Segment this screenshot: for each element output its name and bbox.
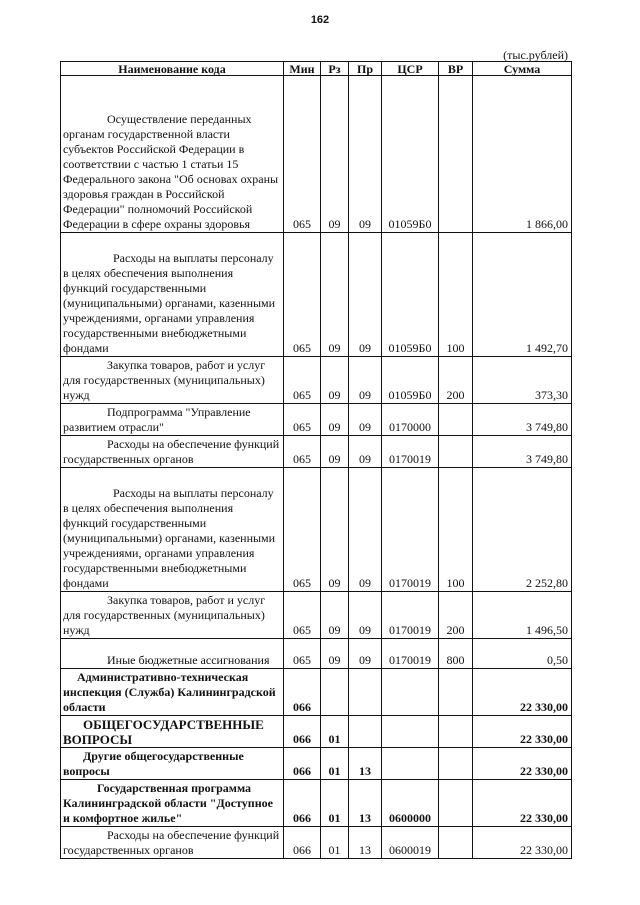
row-rz: 01 bbox=[321, 827, 349, 859]
table-header-row bbox=[61, 62, 572, 76]
row-rz: 09 bbox=[321, 592, 349, 639]
row-pr: 09 bbox=[349, 404, 382, 436]
row-csr: 0600019 bbox=[382, 827, 439, 859]
row-rz: 09 bbox=[321, 357, 349, 404]
table-row bbox=[61, 76, 572, 233]
header-name: Наименование кода bbox=[61, 62, 284, 76]
row-sum: 1 496,50 bbox=[473, 592, 572, 639]
row-pr: 09 bbox=[349, 468, 382, 592]
row-sum: 3 749,80 bbox=[473, 436, 572, 468]
row-pr: 13 bbox=[349, 748, 382, 780]
row-pr: 09 bbox=[349, 357, 382, 404]
row-vr bbox=[439, 436, 473, 468]
table-row bbox=[61, 639, 572, 669]
row-min: 065 bbox=[284, 436, 321, 468]
row-sum: 22 330,00 bbox=[473, 669, 572, 716]
row-name: Иные бюджетные ассигнования bbox=[61, 639, 284, 669]
table-row bbox=[61, 592, 572, 639]
row-pr: 13 bbox=[349, 827, 382, 859]
row-csr: 0170019 bbox=[382, 468, 439, 592]
row-pr: 13 bbox=[349, 780, 382, 827]
row-csr: 0170000 bbox=[382, 404, 439, 436]
row-pr: 09 bbox=[349, 76, 382, 233]
row-rz: 01 bbox=[321, 716, 349, 748]
row-name: Другие общегосударственные вопросы bbox=[61, 748, 284, 780]
row-pr bbox=[349, 669, 382, 716]
budget-table bbox=[60, 61, 572, 859]
row-rz: 09 bbox=[321, 436, 349, 468]
row-vr bbox=[439, 669, 473, 716]
row-vr: 100 bbox=[439, 233, 473, 357]
row-csr bbox=[382, 669, 439, 716]
row-min: 065 bbox=[284, 404, 321, 436]
row-sum: 0,50 bbox=[473, 639, 572, 669]
row-name: Осуществление переданных органам государственной власти субъектов Российской Федерации в соответствии с частью 1 статьи 15 Федерального закона "Об основах охраны здоровья граждан в Российской Федерации" полномочий Российской Федерации в сфере охраны здоровья bbox=[61, 76, 284, 233]
row-min: 066 bbox=[284, 780, 321, 827]
row-sum: 22 330,00 bbox=[473, 716, 572, 748]
row-csr: 0600000 bbox=[382, 780, 439, 827]
row-rz: 09 bbox=[321, 233, 349, 357]
row-vr bbox=[439, 780, 473, 827]
table-row bbox=[61, 404, 572, 436]
page-number: 162 bbox=[310, 14, 330, 26]
row-name: Расходы на обеспечение функций государственных органов bbox=[61, 436, 284, 468]
table-row bbox=[61, 357, 572, 404]
row-sum: 22 330,00 bbox=[473, 827, 572, 859]
row-name: Расходы на обеспечение функций государственных органов bbox=[61, 827, 284, 859]
row-min: 066 bbox=[284, 716, 321, 748]
row-sum: 373,30 bbox=[473, 357, 572, 404]
row-pr: 09 bbox=[349, 592, 382, 639]
row-rz: 01 bbox=[321, 780, 349, 827]
header-pr: Пр bbox=[349, 62, 382, 76]
row-vr: 800 bbox=[439, 639, 473, 669]
row-vr: 100 bbox=[439, 468, 473, 592]
row-csr: 0170019 bbox=[382, 436, 439, 468]
row-csr bbox=[382, 716, 439, 748]
row-sum: 1 492,70 bbox=[473, 233, 572, 357]
row-name: Закупка товаров, работ и услуг для государственных (муниципальных) нужд bbox=[61, 357, 284, 404]
row-name: Закупка товаров, работ и услуг для государственных (муниципальных) нужд bbox=[61, 592, 284, 639]
table-row bbox=[61, 716, 572, 748]
row-min: 065 bbox=[284, 592, 321, 639]
table-row bbox=[61, 468, 572, 592]
header-csr: ЦСР bbox=[382, 62, 439, 76]
row-csr: 01059Б0 bbox=[382, 233, 439, 357]
row-rz: 01 bbox=[321, 748, 349, 780]
table-row bbox=[61, 748, 572, 780]
row-name: Расходы на выплаты персоналу в целях обеспечения выполнения функций государственными (муниципальными) органами, казенными учреждениями, органами управления государственными внебюджетными фондами bbox=[61, 233, 284, 357]
row-min: 065 bbox=[284, 233, 321, 357]
row-vr bbox=[439, 76, 473, 233]
row-min: 065 bbox=[284, 468, 321, 592]
row-name: ОБЩЕГОСУДАРСТВЕННЫЕ ВОПРОСЫ bbox=[61, 716, 284, 748]
row-name: Расходы на выплаты персоналу в целях обеспечения выполнения функций государственными (муниципальными) органами, казенными учреждениями, органами управления государственными внебюджетными фондами bbox=[61, 468, 284, 592]
row-csr: 0170019 bbox=[382, 639, 439, 669]
header-min: Мин bbox=[284, 62, 321, 76]
row-csr: 0170019 bbox=[382, 592, 439, 639]
row-min: 066 bbox=[284, 748, 321, 780]
row-sum: 3 749,80 bbox=[473, 404, 572, 436]
row-vr bbox=[439, 827, 473, 859]
row-min: 066 bbox=[284, 669, 321, 716]
table-row bbox=[61, 827, 572, 859]
row-rz: 09 bbox=[321, 468, 349, 592]
row-vr bbox=[439, 404, 473, 436]
row-pr: 09 bbox=[349, 436, 382, 468]
row-csr bbox=[382, 748, 439, 780]
table-row bbox=[61, 780, 572, 827]
row-vr bbox=[439, 716, 473, 748]
row-rz: 09 bbox=[321, 639, 349, 669]
row-sum: 2 252,80 bbox=[473, 468, 572, 592]
table-row bbox=[61, 436, 572, 468]
row-pr: 09 bbox=[349, 639, 382, 669]
row-name: Подпрограмма "Управление развитием отрасли" bbox=[61, 404, 284, 436]
row-rz bbox=[321, 669, 349, 716]
header-vr: ВР bbox=[439, 62, 473, 76]
header-rz: Рз bbox=[321, 62, 349, 76]
row-pr: 09 bbox=[349, 233, 382, 357]
table-row bbox=[61, 233, 572, 357]
row-min: 065 bbox=[284, 357, 321, 404]
row-vr: 200 bbox=[439, 357, 473, 404]
row-sum: 22 330,00 bbox=[473, 780, 572, 827]
row-csr: 01059Б0 bbox=[382, 357, 439, 404]
row-rz: 09 bbox=[321, 404, 349, 436]
unit-note: (тыс.рублей) bbox=[503, 48, 568, 62]
row-pr bbox=[349, 716, 382, 748]
table-row bbox=[61, 669, 572, 716]
row-min: 066 bbox=[284, 827, 321, 859]
row-sum: 22 330,00 bbox=[473, 748, 572, 780]
row-name: Административно-техническая инспекция (Служба) Калининградской области bbox=[61, 669, 284, 716]
row-rz: 09 bbox=[321, 76, 349, 233]
row-name: Государственная программа Калининградской области "Доступное и комфортное жилье" bbox=[61, 780, 284, 827]
row-sum: 1 866,00 bbox=[473, 76, 572, 233]
row-min: 065 bbox=[284, 639, 321, 669]
header-sum: Сумма bbox=[473, 62, 572, 76]
row-vr: 200 bbox=[439, 592, 473, 639]
row-min: 065 bbox=[284, 76, 321, 233]
row-csr: 01059Б0 bbox=[382, 76, 439, 233]
row-vr bbox=[439, 748, 473, 780]
